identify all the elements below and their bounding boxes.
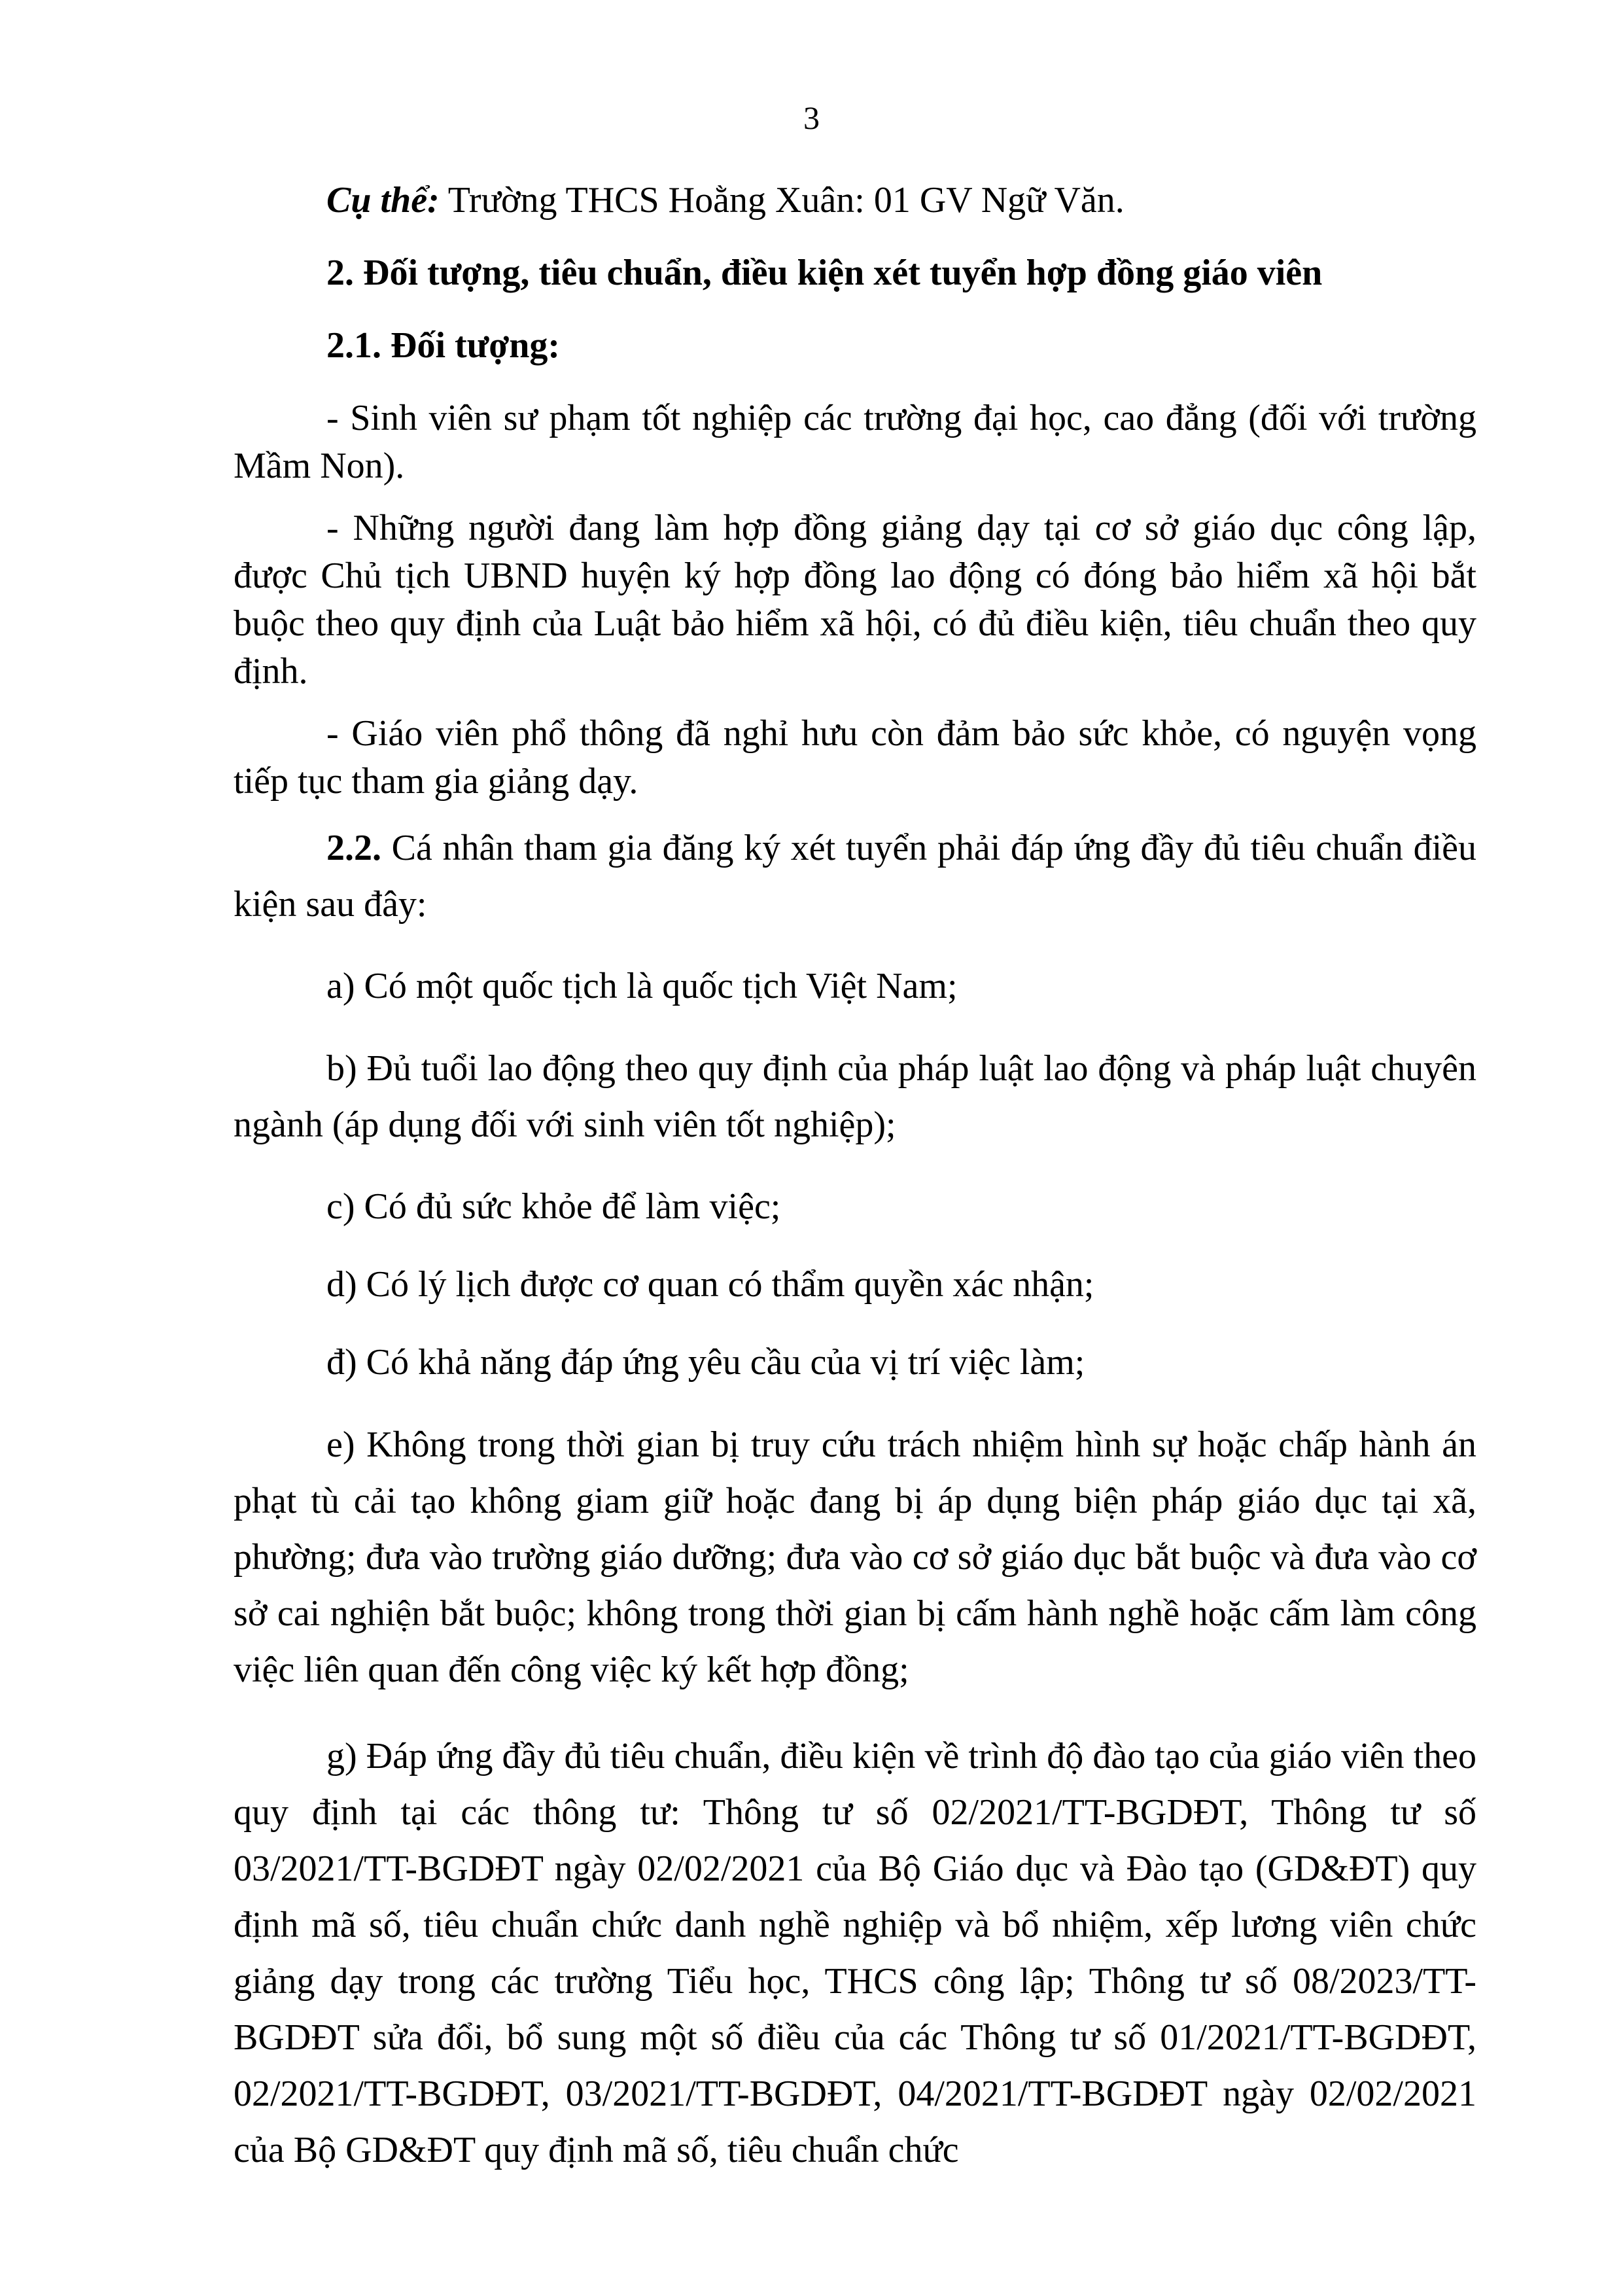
condition-c: c) Có đủ sức khỏe để làm việc; [326, 1186, 781, 1227]
paragraph-target-contract-teachers: - Những người đang làm hợp đồng giảng dạy tại cơ sở giáo dục công lập, được Chủ tịch UBND huyện ký hợp đồng lao động có đóng bảo hiểm xã hội bắt buộc theo quy định của Luật bảo hiểm xã hội, có đủ điều kiện, tiêu chuẩn theo quy định. [234, 508, 1476, 692]
specific-label: Cụ thể: [326, 180, 440, 221]
conditions-intro-text: Cá nhân tham gia đăng ký xét tuyển phải đáp ứng đầy đủ tiêu chuẩn điều kiện sau đây: [234, 828, 1476, 925]
subsection-heading-2-1: 2.1. Đối tượng: [326, 325, 561, 366]
paragraph-conditions-intro [234, 820, 1476, 932]
paragraph-specific [234, 177, 1476, 224]
paragraph-target-retired-teachers: - Giáo viên phổ thông đã nghỉ hưu còn đảm bảo sức khỏe, có nguyện vọng tiếp tục tham gia giảng dạy. [234, 713, 1476, 802]
condition-d: d) Có lý lịch được cơ quan có thẩm quyền xác nhận; [326, 1264, 1094, 1305]
section-heading-2: 2. Đối tượng, tiêu chuẩn, điều kiện xét tuyển hợp đồng giáo viên [326, 253, 1323, 293]
condition-b: b) Đủ tuổi lao động theo quy định của pháp luật lao động và pháp luật chuyên ngành (áp dụng đối với sinh viên tốt nghiệp); [234, 1048, 1476, 1145]
condition-g: g) Đáp ứng đầy đủ tiêu chuẩn, điều kiện về trình độ đào tạo của giáo viên theo quy định tại các thông tư: Thông tư số 02/2021/TT-BGDĐT, Thông tư số 03/2021/TT-BGDĐT ngày 02/02/2021 của Bộ Giáo dục và Đào tạo (GD&ĐT) quy định mã số, tiêu chuẩn chức danh nghề nghiệp và bổ nhiệm, xếp lương viên chức giảng dạy trong các trường Tiểu học, THCS công lập; Thông tư số 08/2023/TT-BGDĐT sửa đổi, bổ sung một số điều của các Thông tư số 01/2021/TT-BGDĐT, 02/2021/TT-BGDĐT, 03/2021/TT-BGDĐT, 04/2021/TT-BGDĐT ngày 02/02/2021 của Bộ GD&ĐT quy định mã số, tiêu chuẩn chức [234, 1736, 1476, 2170]
subsection-label-2-2: 2.2. [326, 828, 381, 868]
condition-dd: đ) Có khả năng đáp ứng yêu cầu của vị trí việc làm; [326, 1342, 1085, 1383]
paragraph-target-students: - Sinh viên sư phạm tốt nghiệp các trường đại học, cao đẳng (đối với trường Mầm Non). [234, 398, 1476, 486]
specific-text: Trường THCS Hoằng Xuân: 01 GV Ngữ Văn. [439, 180, 1125, 221]
document-body [234, 177, 1476, 2178]
condition-a: a) Có một quốc tịch là quốc tịch Việt Nam; [326, 966, 958, 1006]
page-number: 3 [803, 99, 820, 136]
condition-e: e) Không trong thời gian bị truy cứu trách nhiệm hình sự hoặc chấp hành án phạt tù cải tạo không giam giữ hoặc đang bị áp dụng biện pháp giáo dục tại xã, phường; đưa vào trường giáo dưỡng; đưa vào cơ sở giáo dục bắt buộc và đưa vào cơ sở cai nghiện bắt buộc; không trong thời gian bị cấm hành nghề hoặc cấm làm công việc liên quan đến công việc ký kết hợp đồng; [234, 1424, 1476, 1690]
